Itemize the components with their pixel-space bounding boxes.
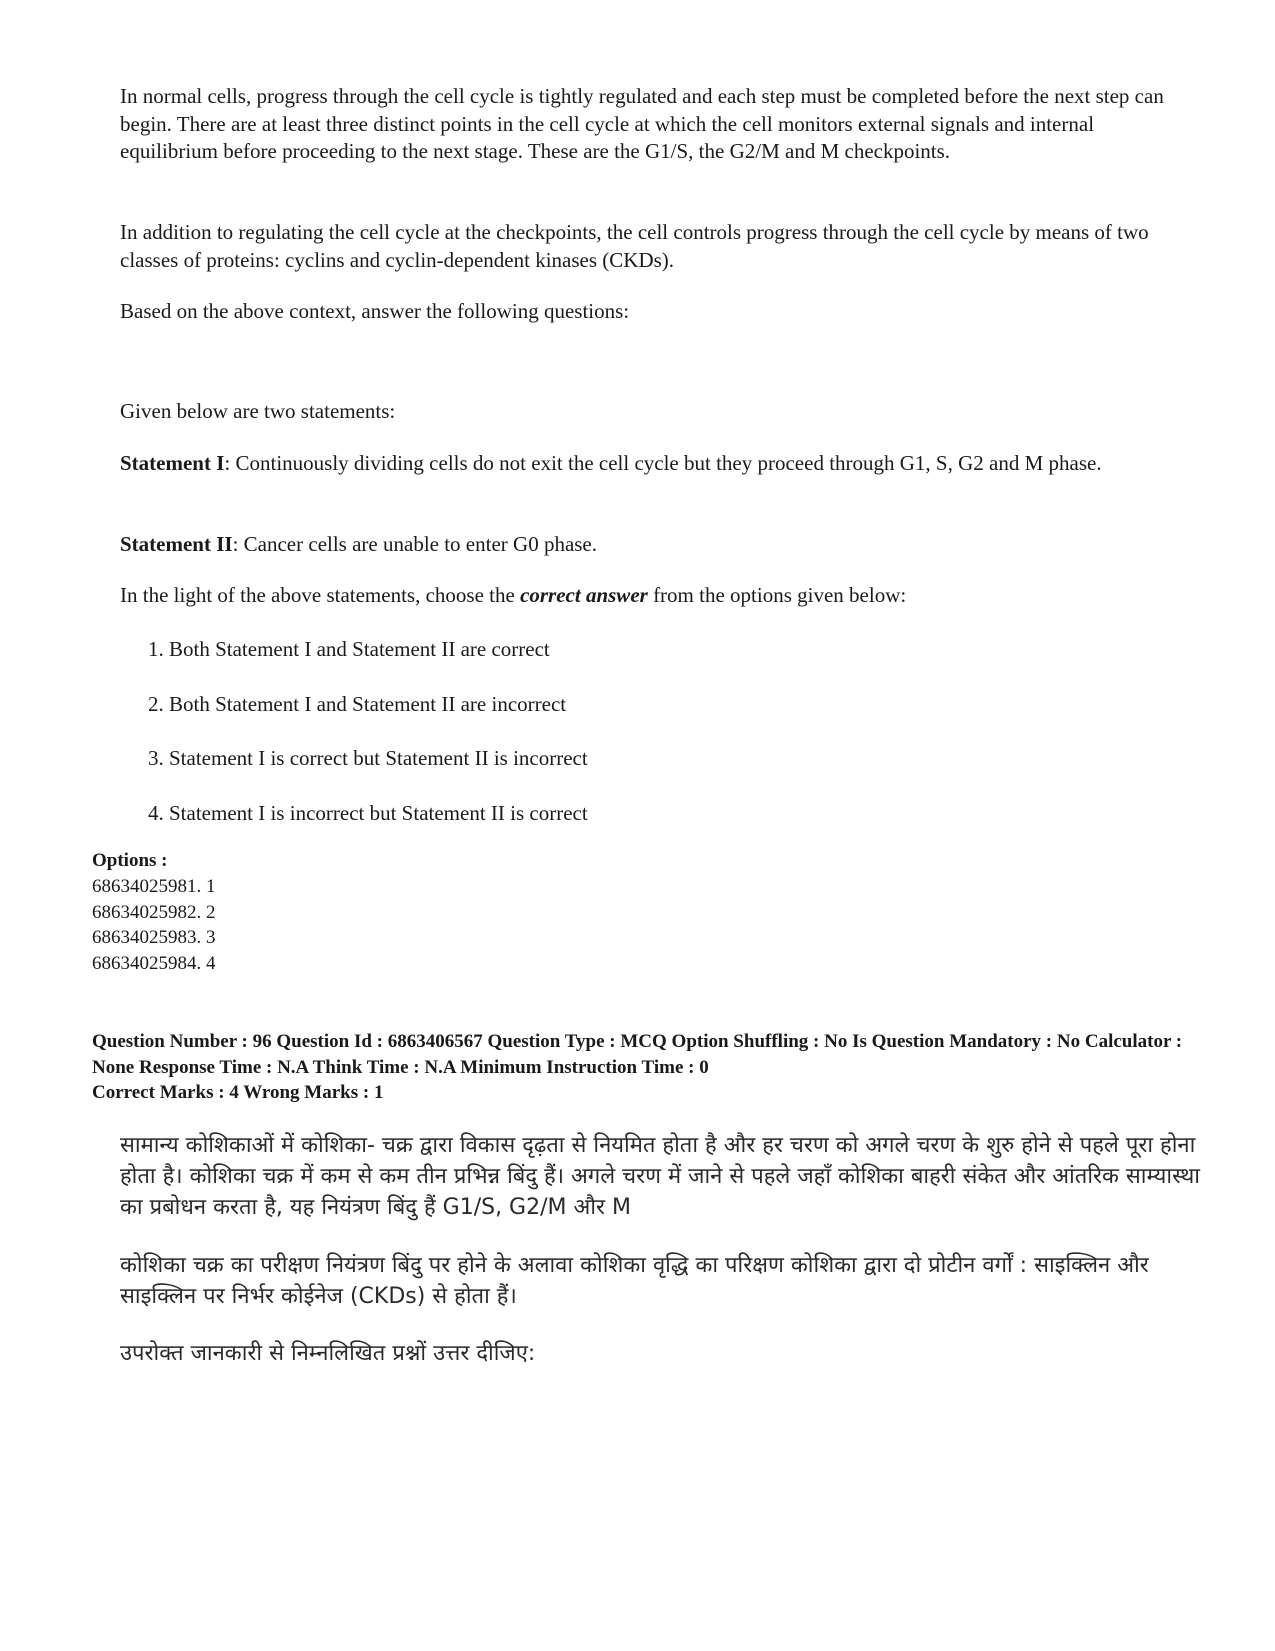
answer-choice-4: 4. Statement I is incorrect but Statement II is correct <box>148 800 588 825</box>
answer-choice-3: 3. Statement I is correct but Statement II is incorrect <box>148 746 588 770</box>
statement-2-text: : Cancer cells are unable to enter G0 phase. <box>232 532 598 556</box>
context-paragraph-3: Based on the above context, answer the following questions: <box>120 299 630 323</box>
hindi-paragraph-2: कोशिका चक्र का परीक्षण नियंत्रण बिंदु पर होने के अलावा कोशिका वृद्धि का परिक्षण कोशिका द्वारा दो प्रोटीन वर्गों : साइक्लिन और साइक्लिन पर निर्भर कोईनेज (CKDs) से होता हैं। <box>120 1253 1149 1309</box>
context-paragraph-2: In addition to regulating the cell cycle at the checkpoints, the cell controls progress through the cell cycle by means of two classes of proteins: cyclins and cyclin-dependent kinases (CKDs). <box>120 220 1149 272</box>
hindi-paragraph-1: सामान्य कोशिकाओं में कोशिका- चक्र द्वारा विकास दृढ़ता से नियमित होता है और हर चरण को अगले चरण के शुरु होने से पहले पूरा होना होता है। कोशिका चक्र में कम से कम तीन प्रभिन्न बिंदु हैं। अगले चरण में जाने से पहले जहाँ कोशिका बाहरी संकेत और आंतरिक साम्यास्था का प्रबोधन करता है, यह नियंत्रण बिंदु हैं G1/S, G2/M और M <box>120 1133 1200 1220</box>
statement-2 <box>120 531 1180 559</box>
answer-choice-1: 1. Both Statement I and Statement II are correct <box>148 637 550 661</box>
options-label: Options : <box>92 850 168 871</box>
option-id-2: 68634025982. 2 <box>92 901 216 923</box>
question-instruction: In the light of the above statements, choose the correct answer from the options given below: <box>120 583 907 607</box>
option-id-1: 68634025981. 1 <box>92 876 216 897</box>
statement-1-label: Statement I <box>120 451 225 475</box>
statement-1-text: : Continuously dividing cells do not exit the cell cycle but they proceed through G1, S, G2 and M phase. <box>224 451 1102 475</box>
instruction-emphasis: correct answer <box>520 583 648 607</box>
question-metadata: Question Number : 96 Question Id : 6863406567 Question Type : MCQ Option Shuffling : No Is Question Mandatory : No Calculator : None Response Time : N.A Think Time : N.A Minimum Instruction Time : 0 <box>92 1031 1183 1078</box>
question-marks: Correct Marks : 4 Wrong Marks : 1 <box>92 1082 384 1103</box>
context-paragraph-1: In normal cells, progress through the cell cycle is tightly regulated and each step must be completed before the next step can begin. There are at least three distinct points in the cell cycle at which the cell monitors external signals and internal equilibrium before proceeding to the next stage. These are the G1/S, the G2/M and M checkpoints. <box>120 84 1164 163</box>
option-id-3: 68634025983. 3 <box>92 927 216 948</box>
options-list <box>92 874 1212 976</box>
answer-choices <box>148 636 588 854</box>
option-id-4: 68634025984. 4 <box>92 952 216 974</box>
answer-choice-2: 2. Both Statement I and Statement II are incorrect <box>148 691 567 716</box>
statement-2-label: Statement II <box>120 532 233 556</box>
statement-1 <box>120 450 1180 478</box>
question-intro: Given below are two statements: <box>120 399 396 423</box>
hindi-paragraph-3: उपरोक्त जानकारी से निम्नलिखित प्रश्नों उत्तर दीजिए: <box>120 1341 536 1366</box>
